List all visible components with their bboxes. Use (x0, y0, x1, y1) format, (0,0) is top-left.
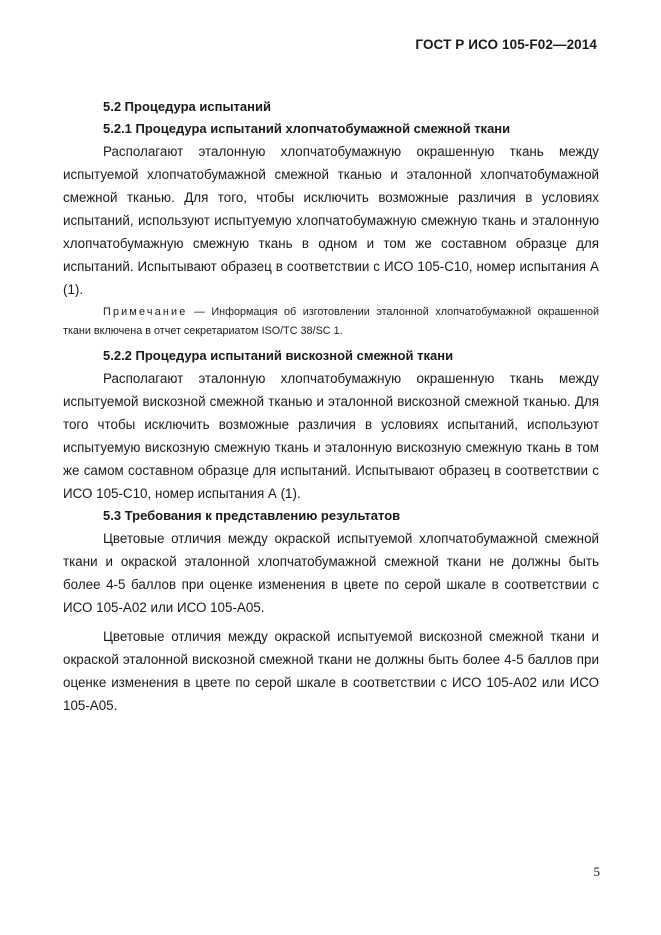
note-label: Примечание (103, 306, 188, 318)
section-5-2-2-heading: 5.2.2 Процедура испытаний вискозной смежной ткани (103, 348, 454, 363)
section-5-3-paragraph-1: Цветовые отличия между окраской испытуемой хлопчатобумажной смежной ткани и окраской эталонной хлопчатобумажной смежной ткани не должны быть более 4-5 баллов при оценке изменения в цвете по серой шкале в соответствии с ИСО 105-А02 или ИСО 105-А05. (63, 531, 599, 615)
section-5-2-heading: 5.2 Процедура испытаний (103, 99, 271, 114)
section-5-3-paragraph-2: Цветовые отличия между окраской испытуемой вискозной смежной ткани и окраской эталонной вискозной смежной ткани не должны быть более 4-5 баллов при оценке изменения в цвете по серой шкале в соответствии с ИСО 105-А02 или ИСО 105-А05. (63, 629, 599, 713)
note-text: — Информация об изготовлении эталонной хлопчатобумажной окрашенной ткани включена в отчет секретариатом ISO/TC 38/SC 1. (63, 306, 599, 337)
section-5-2-2-paragraph: Располагают эталонную хлопчатобумажную окрашенную ткань между испытуемой вискозной смежной тканью и эталонной вискозной смежной тканью. Для того чтобы исключить возможные различия в условиях испытаний, используют испытуемую вискозную смежную ткань и эталонную вискозную смежную ткань в том же самом составном образце для испытаний. Испытывают образец в соответствии с ИСО 105-С10, номер испытания А (1). (63, 371, 599, 501)
note (63, 303, 599, 341)
page-number: 5 (593, 864, 600, 879)
document-designation: ГОСТ Р ИСО 105-F02—2014 (415, 37, 597, 52)
section-5-2-1-paragraph: Располагают эталонную хлопчатобумажную окрашенную ткань между испытуемой хлопчатобумажной смежной тканью и эталонной хлопчатобумажной смежной тканью. Для того, чтобы исключить возможные различия в условиях испытаний, используют испытуемую хлопчатобумажную смежную ткань и эталонную хлопчатобумажную смежную ткань в одном и том же составном образце для испытаний. Испытывают образец в соответствии с ИСО 105-С10, номер испытания А (1). (63, 144, 599, 297)
section-5-2-1-heading: 5.2.1 Процедура испытаний хлопчатобумажной смежной ткани (103, 121, 511, 136)
section-5-3-heading: 5.3 Требования к представлению результатов (103, 508, 401, 523)
page-body (63, 96, 599, 717)
